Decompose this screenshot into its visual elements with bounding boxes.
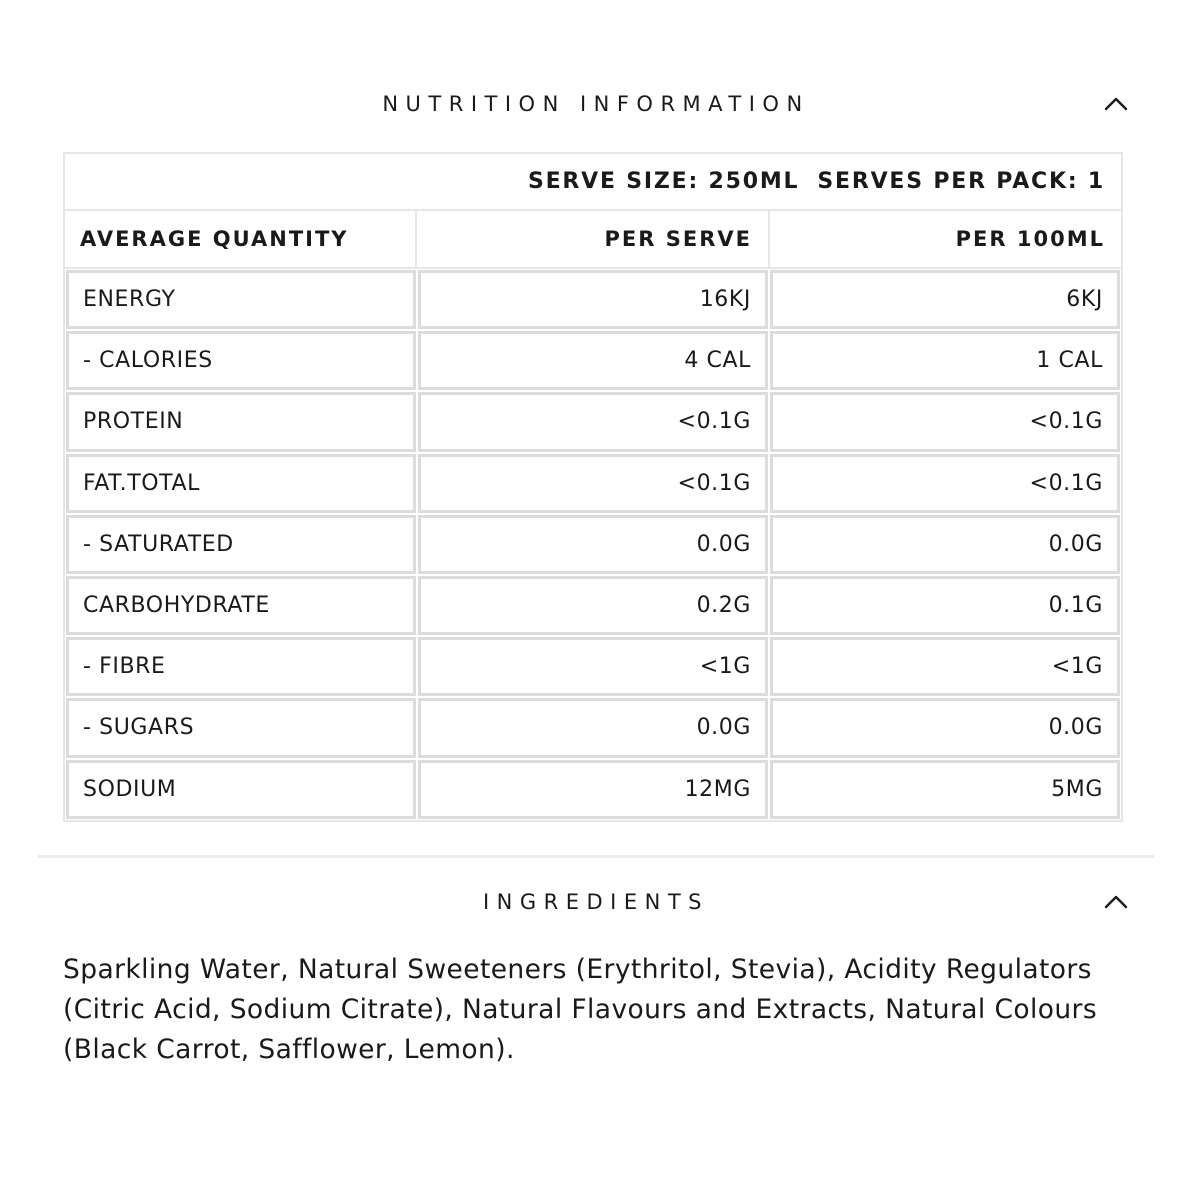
- column-header-average-quantity: AVERAGE QUANTITY: [65, 211, 417, 267]
- table-row: [65, 453, 1121, 514]
- serves-per-pack: SERVES PER PACK: 1: [817, 169, 1105, 194]
- ingredients-section-header[interactable]: [38, 882, 1154, 922]
- per-serve-value: <0.1G: [418, 454, 768, 513]
- per-100ml-value: 1 CAL: [770, 331, 1120, 390]
- serve-size: SERVE SIZE: 250ML: [527, 169, 800, 194]
- table-row: [65, 391, 1121, 452]
- per-serve-value: <1G: [418, 637, 768, 696]
- per-serve-value: 16KJ: [418, 270, 768, 329]
- per-100ml-value: 0.0G: [770, 515, 1120, 574]
- nutrient-name: - FIBRE: [66, 637, 416, 696]
- ingredients-text: Sparkling Water, Natural Sweeteners (Erythritol, Stevia), Acidity Regulators (Citric Acid, Sodium Citrate), Natural Flavours and Extracts, Natural Colours (Black Carrot, Safflower, Lemon).: [63, 954, 1098, 1065]
- nutrition-section-header[interactable]: [38, 84, 1154, 124]
- chevron-up-icon[interactable]: [1104, 92, 1128, 116]
- per-100ml-value: <0.1G: [770, 454, 1120, 513]
- table-row: [65, 514, 1121, 575]
- table-row: [65, 759, 1121, 820]
- table-body: [65, 269, 1121, 820]
- nutrient-name: - SATURATED: [66, 515, 416, 574]
- per-serve-value: 12MG: [418, 760, 768, 819]
- per-100ml-value: 5MG: [770, 760, 1120, 819]
- per-100ml-value: <0.1G: [770, 392, 1120, 451]
- column-header-per-100ml: PER 100ML: [955, 227, 1105, 251]
- section-divider: [38, 855, 1154, 858]
- nutrient-name: PROTEIN: [66, 392, 416, 451]
- table-row: [65, 697, 1121, 758]
- nutrient-name: - CALORIES: [66, 331, 416, 390]
- per-serve-value: 0.0G: [418, 515, 768, 574]
- table-row: [65, 636, 1121, 697]
- per-100ml-value: 0.1G: [770, 576, 1120, 635]
- table-header-row: [65, 211, 1121, 269]
- nutrient-name: SODIUM: [66, 760, 416, 819]
- ingredients-title: INGREDIENTS: [482, 890, 710, 914]
- per-100ml-value: <1G: [770, 637, 1120, 696]
- nutrient-name: CARBOHYDRATE: [66, 576, 416, 635]
- per-serve-value: <0.1G: [418, 392, 768, 451]
- column-header-per-serve: PER SERVE: [417, 211, 770, 267]
- per-serve-value: 4 CAL: [418, 331, 768, 390]
- table-row: [65, 330, 1121, 391]
- nutrient-name: - SUGARS: [66, 698, 416, 757]
- chevron-up-icon[interactable]: [1104, 890, 1128, 914]
- per-100ml-value: 0.0G: [770, 698, 1120, 757]
- table-row: [65, 269, 1121, 330]
- nutrient-name: ENERGY: [66, 270, 416, 329]
- nutrition-title: NUTRITION INFORMATION: [382, 92, 810, 116]
- per-serve-value: 0.0G: [418, 698, 768, 757]
- table-row: [65, 575, 1121, 636]
- per-100ml-value: 6KJ: [770, 270, 1120, 329]
- nutrition-table: [63, 152, 1123, 822]
- serve-info-row: [65, 154, 1121, 211]
- nutrient-name: FAT.TOTAL: [66, 454, 416, 513]
- per-serve-value: 0.2G: [418, 576, 768, 635]
